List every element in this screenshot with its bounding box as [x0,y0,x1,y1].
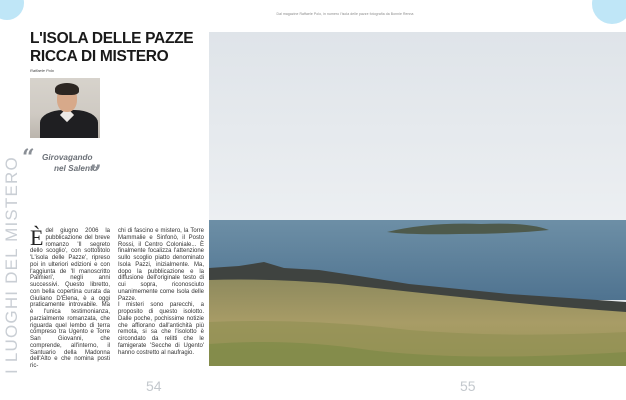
pull-quote-line2: nel Salento [54,163,98,173]
author-photo [30,78,100,138]
section-spine [2,156,24,374]
column-2-paragraph-1: chi di fascino e mistero, la Torre Mammalie e Sinfonò, il Posto Rossi, il Centro Coloniale... È finalmente focalizza l'attenzione sullo scoglio piatto denominato Isola Pazzi, inizialmente. Ma, dopo la pubblicazione e la diffusione dell'originale testo di cui sopra, riconosciuto unanimemente come Isola delle Pazze. [118,228,204,302]
article-author: Raffaele Polo [30,68,55,73]
page-number-left: 54 [146,378,162,394]
corner-decoration-right [592,0,626,24]
sky [209,32,626,222]
landscape-photo [209,32,626,366]
page-number-right: 55 [460,378,476,394]
drop-cap: È [30,225,44,250]
header-line: Dal magazine Raffaele Polo, in numero l'isola delle pazze fotografia da Bonnie Renna [276,12,414,16]
article-title: L'ISOLA DELLE PAZZE RICCA DI MISTERO [30,30,194,65]
column-1-text: del giugno 2006 la pubblicazione del breve romanzo 'Il segreto dello scoglio', con sottotitolo 'L'isola delle Pazze', ripreso poi in ulteriori edizioni e con l'aggiunta de 'Il manoscritto Palmieri', negli anni successivi. Questo libretto, con bella copertina curata da Giuliano D'Elena, è a oggi praticamente introvabile. Ma è l'unica testimonianza, parzialmente romanzata, che riguarda quel lembo di terra compreso tra Ugento e Torre San Giovanni, che comprende, all'interno, il Santuario della Madonna dell'Alto e che nomina posti ric- [30,228,110,369]
landscape-photo-drawing [209,32,626,366]
pull-quote-line1: Girovagando [42,153,93,162]
quote-close-icon: ” [89,161,102,187]
quote-open-icon: “ [22,145,35,171]
spine-label: I LUOGHI DEL MISTERO [2,156,21,374]
article-column-1 [30,225,110,370]
article-column-2 [118,228,204,356]
corner-decoration-left [0,0,24,20]
column-2-paragraph-2: I misteri sono parecchi, a proposito di questo isolotto. Dalle poche, pochissime notizie che affiorano dall'antichità più remota, si sa che l'isolotto è circondato da relitti che le famigerate 'Secche di Ugento' hanno costretto al naufragio. [118,302,204,356]
